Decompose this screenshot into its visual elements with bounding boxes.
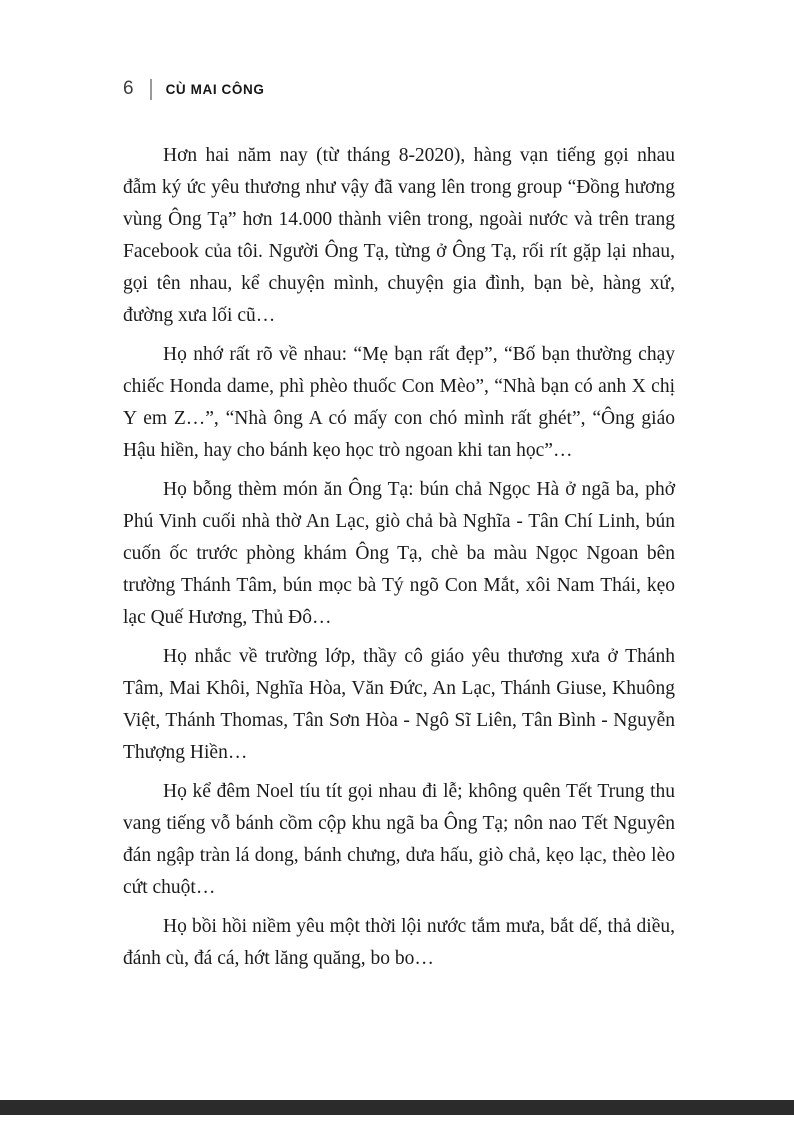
paragraph: Họ bỗng thèm món ăn Ông Tạ: bún chả Ngọc Hà ở ngã ba, phở Phú Vinh cuối nhà thờ An Lạc, giò chả bà Nghĩa - Tân Chí Linh, bún cuốn ốc trước phòng khám Ông Tạ, chè ba màu Ngọc Ngoan bên trường Thánh Tâm, bún mọc bà Tý ngõ Con Mắt, xôi Nam Thái, kẹo lạc Quế Hương, Thủ Đô…: [123, 479, 675, 628]
author-name: CÙ MAI CÔNG: [165, 81, 265, 97]
page-body: [123, 140, 675, 982]
paragraph: Họ bồi hồi niềm yêu một thời lội nước tắm mưa, bắt dế, thả diều, đánh cù, đá cá, hớt lăng quăng, bo bo…: [123, 916, 675, 969]
running-header: [123, 78, 264, 100]
paragraph: Họ nhớ rất rõ về nhau: “Mẹ bạn rất đẹp”, “Bố bạn thường chạy chiếc Honda dame, phì phèo thuốc Con Mèo”, “Nhà bạn có anh X chị Y em Z…”, “Nhà ông A có mấy con chó mình rất ghét”, “Ông giáo Hậu hiền, hay cho bánh kẹo học trò ngoan khi tan học”…: [123, 344, 675, 461]
footer-bar: [0, 1100, 794, 1115]
paragraph: Họ nhắc về trường lớp, thầy cô giáo yêu thương xưa ở Thánh Tâm, Mai Khôi, Nghĩa Hòa, Văn Đức, An Lạc, Thánh Giuse, Khuông Việt, Thánh Thomas, Tân Sơn Hòa - Ngô Sĩ Liên, Tân Bình - Nguyễn Thượng Hiền…: [123, 646, 675, 763]
page-number: 6: [123, 78, 134, 99]
paragraph: Hơn hai năm nay (từ tháng 8-2020), hàng vạn tiếng gọi nhau đẫm ký ức yêu thương như vậy đã vang lên trong group “Đồng hương vùng Ông Tạ” hơn 14.000 thành viên trong, ngoài nước và trên trang Facebook của tôi. Người Ông Tạ, từng ở Ông Tạ, rối rít gặp lại nhau, gọi tên nhau, kể chuyện mình, chuyện gia đình, bạn bè, hàng xứ, đường xưa lối cũ…: [123, 145, 675, 326]
header-divider: [150, 79, 152, 100]
paragraph: Họ kể đêm Noel tíu tít gọi nhau đi lễ; không quên Tết Trung thu vang tiếng vỗ bánh cồm cộp khu ngã ba Ông Tạ; nôn nao Tết Nguyên đán ngập tràn lá dong, bánh chưng, dưa hấu, giò chả, kẹo lạc, thèo lèo cứt chuột…: [123, 781, 675, 898]
